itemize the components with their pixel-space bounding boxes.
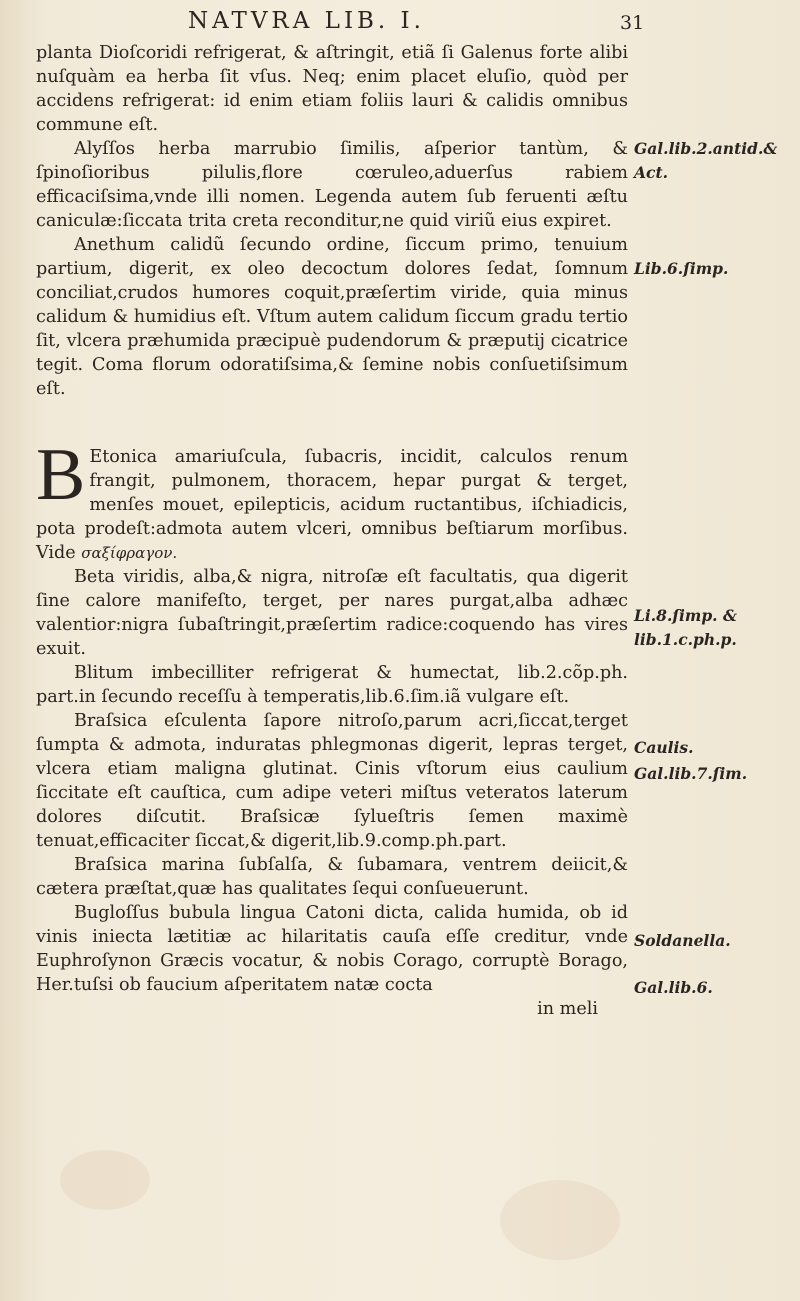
greek-word: σαξίφραγον. — [81, 544, 178, 562]
margin-note-gal-lib7: Gal.lib.7.ſim. — [634, 764, 748, 783]
margin-note-soldanella: Soldanella. — [634, 931, 731, 950]
running-head: NATVRA LIB. I. — [188, 8, 425, 34]
page-number: 31 — [620, 12, 645, 34]
paragraph-buglossus: Bugloſſus bubula lingua Catoni dicta, calida humida, ob id vinis iniecta lætitiæ ac hilaritatis cauſa eſſe creditur, vnde Euphroſynon Græcis vocatur, & nobis Corago, corruptè Borago, Her.tuſsi ob faucium aſperitatem natæ cocta — [36, 903, 628, 995]
paragraph-alyssos: Alyſſos herba marrubio ſimilis, aſperior tantùm, & ſpinoſioribus pilulis,flore cœruleo,aduerſus rabiem efficaciſsima,vnde illi nomen. Legenda autem ſub feruenti æſtu caniculæ:ſiccata trita creta reconditur,ne quid viriũ eius expiret. — [36, 139, 628, 231]
margin-note-galen-antid: Gal.lib.2.antid.& Act. — [634, 139, 778, 182]
paragraph-betonica — [36, 434, 628, 565]
paragraph-brassica: Braſsica eſculenta ſapore nitroſo,parum acri,ſiccat,terget ſumpta & admota, induratas phlegmonas digerit, lepras terget, vlcera etiam maligna glutinat. Cinis vſtorum eius caulium ſiccitate eſt cauſtica, cum adipe veteri miſtus veteratos laterum dolores diſcutit. Braſsicæ ſylueſtris ſemen maximè tenuat,efficaciter ſiccat,& digerit,lib.9.comp.ph.part. — [36, 711, 628, 851]
paragraph-planta: planta Dioſcoridi refrigerat, & aſtringit, etiã ſi Galenus forte alibi nuſquàm ea herba ſit vſus. Neq; enim placet eluſio, quòd per accidens refrigerat: id enim etiam foliis lauri & calidis omnibus commune eſt. — [36, 43, 628, 135]
paragraph-anethum: Anethum calidũ ſecundo ordine, ſiccum primo, tenuium partium, digerit, ex oleo decoctum dolores ſedat, ſomnum conciliat,crudos humores coquit,præſertim viride, quia minus calidum & humidius eſt. Vſtum autem calidum ſiccum gradu tertio ſit, vlcera præhumida præcipuè pudendorum & præputij cicatrice tegit. Coma florum odoratiſsima,& ſemine nobis conſuetiſsimum eſt. — [36, 235, 628, 399]
paragraph-brassica-marina: Braſsica marina ſubſalſa, & ſubamara, ventrem deiicit,& cætera præſtat,quæ has qualitates ſequi conſueuerunt. — [36, 855, 628, 899]
main-text — [36, 41, 628, 1021]
page-header — [0, 4, 800, 38]
margin-note-lib6: Lib.6.ſimp. — [634, 259, 729, 278]
margin-note-caulis: Caulis. — [634, 738, 694, 757]
betonica-text: Etonica amariuſcula, ſubacris, incidit, calculos renum frangit, pulmonem, thoracem, hepar purgat & terget, menſes mouet, epilepticis, acidum ructantibus, iſchiadicis, pota prodeſt:admota autem vlceri, omnibus beſtiarum morſibus. Vide — [36, 447, 628, 563]
margin-note-gal-lib6: Gal.lib.6. — [634, 978, 713, 997]
catchword: in meli — [537, 999, 598, 1019]
drop-cap: B — [36, 434, 86, 516]
margin-note-li8: Li.8.ſimp. & lib.1.c.ph.p. — [634, 606, 737, 649]
paragraph-beta: Beta viridis, alba,& nigra, nitroſæ eſt facultatis, qua digerit ſine calore manifeſto, terget, per nares purgat,alba adhæc valentior:nigra ſubaſtringit,præſertim radice:coquendo has vires exuit. — [36, 567, 628, 659]
paragraph-blitum: Blitum imbecilliter refrigerat & humectat, lib.2.cõp.ph. part.in ſecundo receſſu à temperatis,lib.6.ſim.iã vulgare eſt. — [36, 663, 628, 707]
